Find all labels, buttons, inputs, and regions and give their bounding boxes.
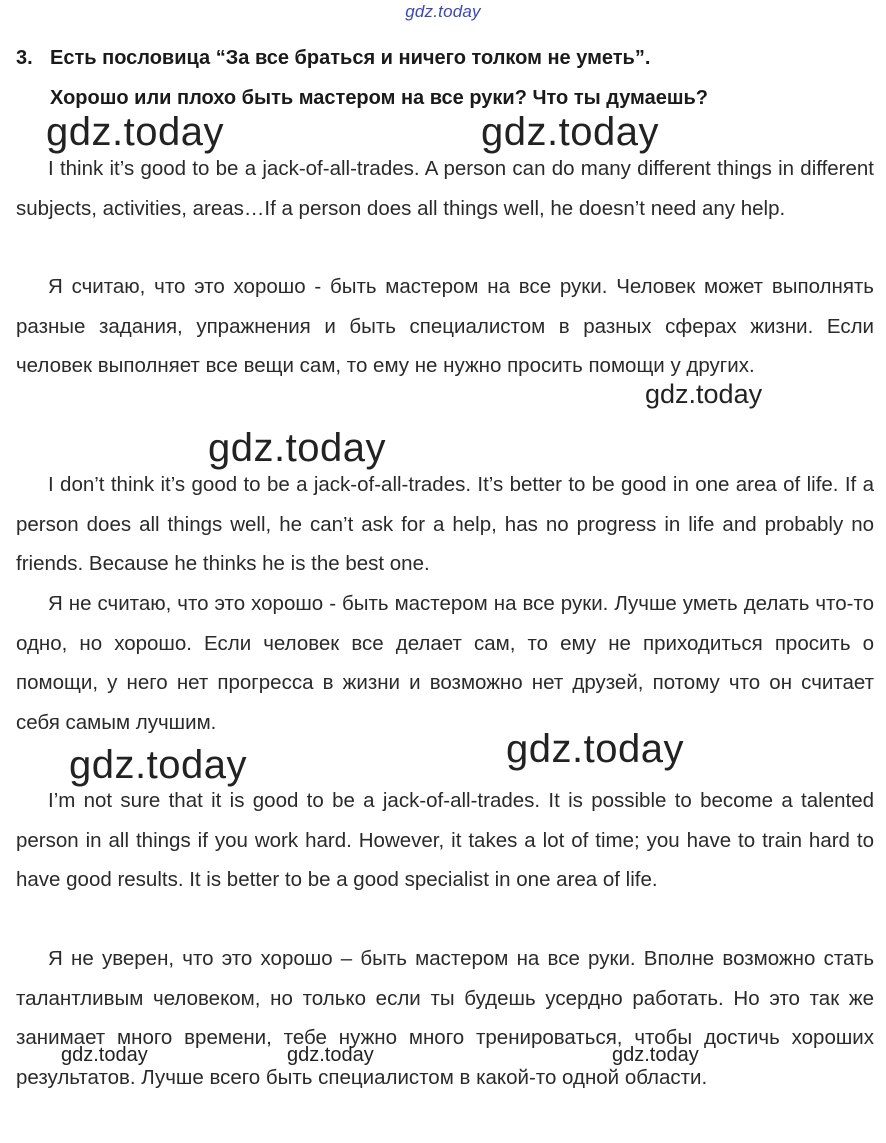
watermark-small: gdz.today <box>612 1044 699 1066</box>
watermark-medium: gdz.today <box>645 379 763 409</box>
answer-paragraph-ru-2: Я не считаю, что это хорошо - быть мастером на все руки. Лучше уметь делать что-то одно, но хорошо. Если человек все делает сам, то ему не приходиться просить о помощи, у него нет прогресса в жизни и возможно нет друзей, потому что он считает себя самым лучшим. <box>16 592 874 734</box>
watermark-small: gdz.today <box>61 1044 148 1066</box>
watermark-large: gdz.today <box>208 426 386 470</box>
task-line-1: Есть пословица “За все браться и ничего толком не уметь”. <box>50 47 651 69</box>
watermark-large: gdz.today <box>506 727 684 771</box>
answer-paragraph-en-3: I’m not sure that it is good to be a jack-of-all-trades. It is possible to become a talented person in all things if you work hard. However, it takes a lot of time; you have to train hard to have good results. It is better to be a good specialist in one area of life. <box>16 789 874 891</box>
task-number: 3. <box>16 47 33 69</box>
answer-paragraph-ru-3: Я не уверен, что это хорошо – быть мастером на все руки. Вполне возможно стать талантливым человеком, но только если ты будешь усердно работать. Но это так же занимает много времени, тебе нужно много тренироваться, чтобы достичь хороших результатов. Лучше всего быть специалистом в какой-то одной области. <box>16 947 874 1089</box>
watermark-small: gdz.today <box>287 1044 374 1066</box>
task-line-2: Хорошо или плохо быть мастером на все руки? Что ты думаешь? <box>50 87 709 109</box>
watermark-large: gdz.today <box>46 110 224 154</box>
answer-paragraph-en-2: I don’t think it’s good to be a jack-of-all-trades. It’s better to be good in one area of life. If a person does all things well, he can’t ask for a help, has no progress in life and probably no friends. Because he thinks he is the best one. <box>16 473 874 575</box>
site-watermark-header: gdz.today <box>405 2 481 21</box>
task-heading <box>16 38 876 118</box>
answer-paragraph-en-1: I think it’s good to be a jack-of-all-trades. A person can do many different things in different subjects, activities, areas…If a person does all things well, he doesn’t need any help. <box>16 157 874 220</box>
watermark-large: gdz.today <box>69 743 247 787</box>
answer-paragraph-ru-1: Я считаю, что это хорошо - быть мастером на все руки. Человек может выполнять разные задания, упражнения и быть специалистом в разных сферах жизни. Если человек выполняет все вещи сам, то ему не нужно просить помощи у других. <box>16 275 874 377</box>
watermark-large: gdz.today <box>481 110 659 154</box>
